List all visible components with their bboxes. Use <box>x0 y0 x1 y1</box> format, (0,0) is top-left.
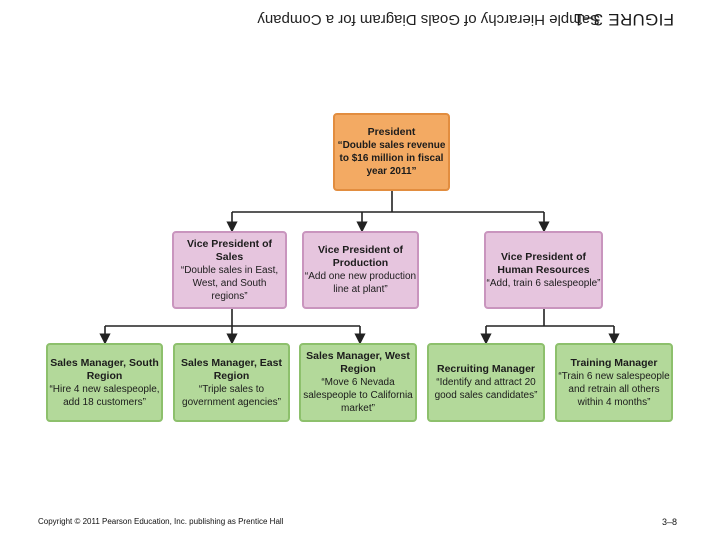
vp-hr-goal: “Add, train 6 salespeople” <box>486 277 601 289</box>
figure-title: Sample Hierarchy of Goals Diagram for a Company <box>257 11 600 28</box>
recruiting-mgr-role: Recruiting Manager <box>436 363 536 375</box>
recruiting-mgr-goal: “Identify and attract 20 good sales candidates” <box>434 377 538 401</box>
training-mgr-goal: “Train 6 new salespeople and retrain all others within 4 months” <box>558 370 670 408</box>
figure-label: FIGURE 3–1 <box>573 10 674 29</box>
mgr-south-role: Sales Manager, South Region <box>50 356 159 382</box>
vp-production-role: Vice President of Production <box>317 244 403 269</box>
president-role: President <box>367 126 416 138</box>
mgr-west-node <box>299 343 417 422</box>
vp-hr-role: Vice President of Human Resources <box>497 250 590 276</box>
president-goal: “Double sales revenue to $16 million in fiscal year 2011” <box>337 140 446 177</box>
vp-sales-node <box>172 231 287 309</box>
mgr-west-role: Sales Manager, West Region <box>306 350 410 375</box>
vp-production-node <box>302 231 419 309</box>
mgr-east-role: Sales Manager, East Region <box>181 356 282 382</box>
recruiting-mgr-node <box>427 343 545 422</box>
mgr-west-goal: “Move 6 Nevada salespeople to California market” <box>303 377 413 414</box>
mgr-east-node <box>173 343 290 422</box>
page-number: 3–8 <box>662 517 678 527</box>
vp-production-goal: “Add one new production line at plant” <box>304 271 417 295</box>
mgr-east-goal: “Triple sales to government agencies” <box>182 383 281 408</box>
vp-hr-node <box>484 231 603 309</box>
vp-sales-goal: “Double sales in East, West, and South regions” <box>180 264 279 302</box>
president-node <box>333 113 450 191</box>
copyright-text: Copyright © 2011 Pearson Education, Inc. publishing as Prentice Hall <box>38 517 284 526</box>
mgr-south-goal: “Hire 4 new salespeople, add 18 customers” <box>49 383 160 408</box>
vp-sales-role: Vice President of Sales <box>186 237 272 263</box>
training-mgr-role: Training Manager <box>570 356 658 369</box>
training-mgr-node <box>555 343 673 422</box>
mgr-south-node <box>46 343 163 422</box>
